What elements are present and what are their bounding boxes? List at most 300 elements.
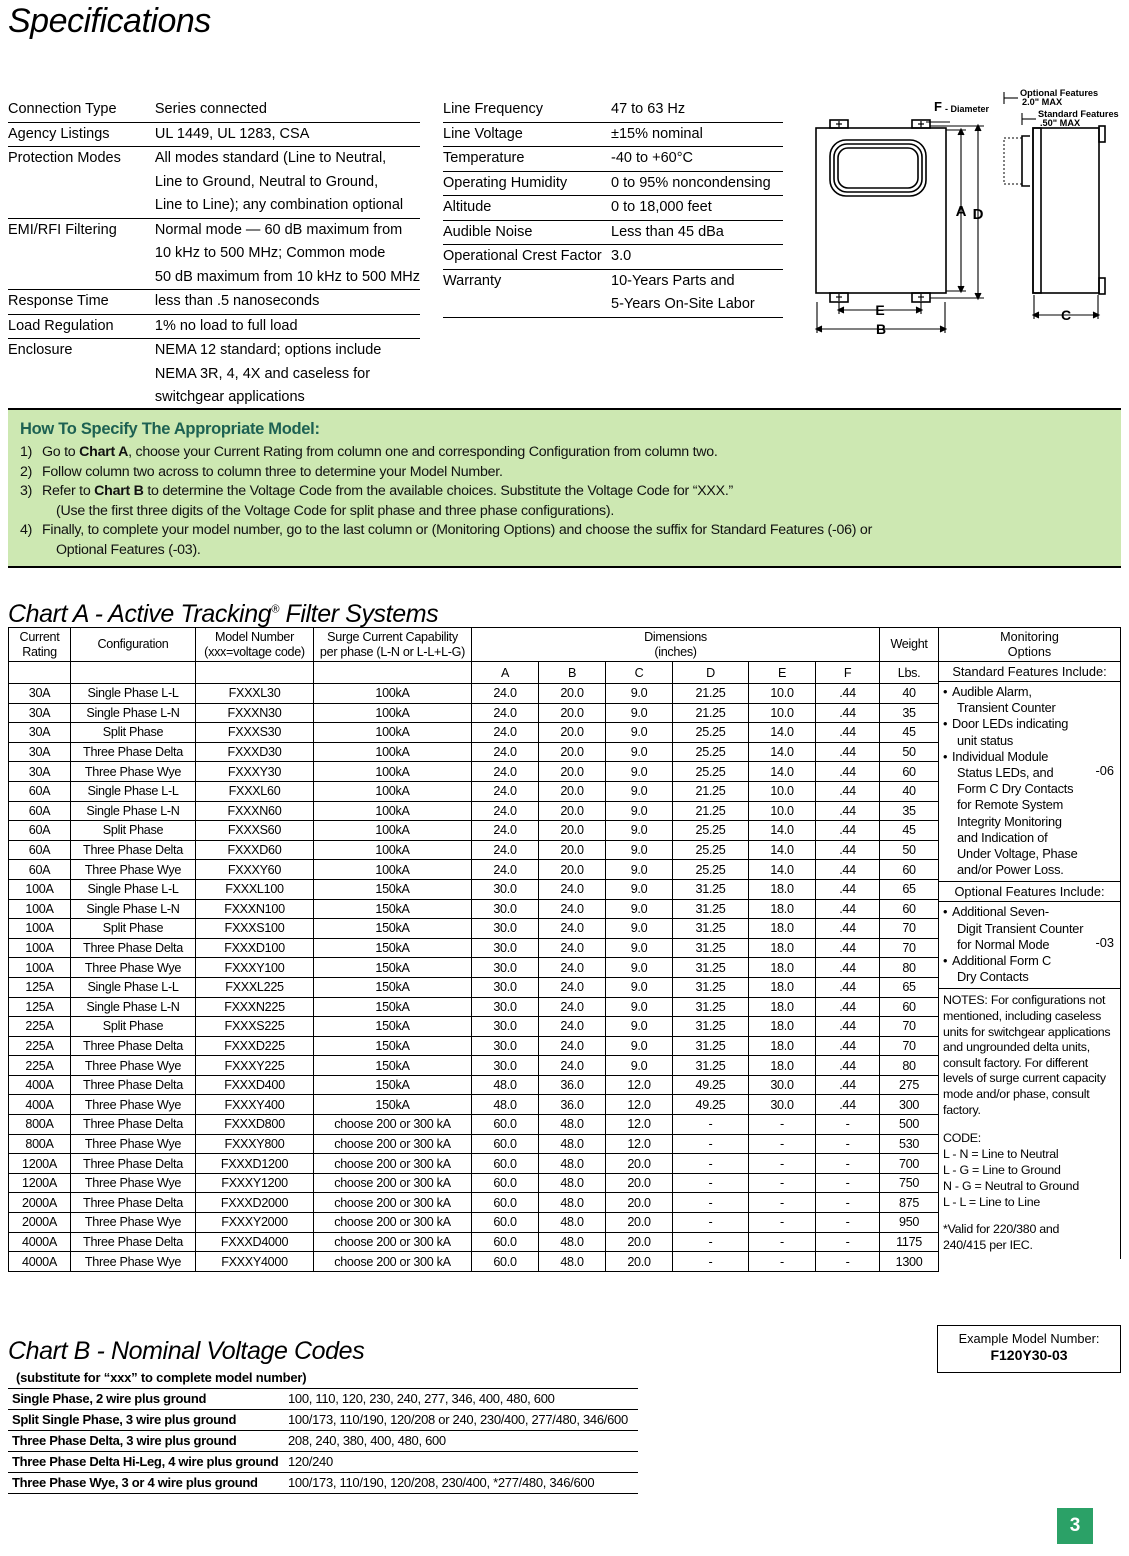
table-cell: 2000A <box>9 1193 71 1213</box>
header-line: Dimensions <box>644 629 707 644</box>
registered-icon: ® <box>271 603 279 616</box>
spec-value: switchgear applications <box>154 386 420 410</box>
table-cell: FXXXY2000 <box>196 1213 314 1233</box>
how-to-heading: How To Specify The Appropriate Model: <box>20 420 320 438</box>
table-cell: choose 200 or 300 kA <box>314 1252 472 1272</box>
voltage-code-values: 100, 110, 120, 230, 240, 277, 346, 400, 480, 600 <box>288 1389 638 1410</box>
table-cell: 12.0 <box>606 1134 673 1154</box>
bullet-icon: • <box>943 748 948 764</box>
table-cell: 30.0 <box>749 1075 816 1095</box>
monitoring-options-panel <box>938 627 1121 1259</box>
spec-row <box>443 269 783 293</box>
table-cell: choose 200 or 300 kA <box>314 1213 472 1233</box>
table-cell: 30.0 <box>472 1017 539 1037</box>
table-cell: Split Phase <box>71 919 196 939</box>
spec-row <box>8 242 420 266</box>
bullet-icon: • <box>943 716 948 732</box>
table-cell: 40 <box>880 781 939 801</box>
table-cell: - <box>673 1154 749 1174</box>
how-to-step <box>20 443 1109 463</box>
table-cell: 150kA <box>314 938 472 958</box>
voltage-code-values: 100/173, 110/190, 120/208, 230/400, *277/480, 346/600 <box>288 1473 638 1494</box>
table-cell: 2000A <box>9 1213 71 1233</box>
feature-line: unit status <box>957 732 1014 748</box>
table-cell: 30.0 <box>472 938 539 958</box>
page-title: Specifications <box>8 2 211 40</box>
table-row <box>9 1173 939 1193</box>
table-cell: FXXXY800 <box>196 1134 314 1154</box>
table-cell: 12.0 <box>606 1095 673 1115</box>
table-cell: choose 200 or 300 kA <box>314 1154 472 1174</box>
table-cell: .44 <box>816 781 880 801</box>
table-cell: 24.0 <box>539 977 606 997</box>
spec-value: Less than 45 dBa <box>610 220 783 245</box>
table-cell: Three Phase Delta <box>71 1154 196 1174</box>
table-cell: 35 <box>880 703 939 723</box>
table-cell: .44 <box>816 801 880 821</box>
step-number: 2) <box>20 463 33 480</box>
table-cell: .44 <box>816 938 880 958</box>
table-cell: - <box>749 1173 816 1193</box>
spec-row <box>8 194 420 218</box>
spec-row <box>8 171 420 195</box>
table-row <box>9 1134 939 1154</box>
table-cell: 18.0 <box>749 977 816 997</box>
table-row <box>9 977 939 997</box>
table-cell: FXXXY400 <box>196 1095 314 1115</box>
spec-value: 5-Years On-Site Labor <box>610 293 783 317</box>
dimension-column-header <box>314 662 472 684</box>
table-cell: 20.0 <box>606 1252 673 1272</box>
table-row <box>9 781 939 801</box>
spec-value: 0 to 95% noncondensing <box>610 171 783 196</box>
table-row <box>9 879 939 899</box>
table-cell: .44 <box>816 1017 880 1037</box>
standard-features-label: Standard Features Include: <box>939 662 1120 682</box>
table-cell: 150kA <box>314 879 472 899</box>
table-cell: Three Phase Delta <box>71 938 196 958</box>
header-line: Current <box>19 629 60 644</box>
table-cell: Three Phase Wye <box>71 958 196 978</box>
table-cell: Three Phase Wye <box>71 1252 196 1272</box>
table-cell: Three Phase Wye <box>71 762 196 782</box>
table-cell: 30A <box>9 684 71 704</box>
table-cell: 12.0 <box>606 1115 673 1135</box>
spec-label <box>8 363 154 387</box>
table-row <box>9 919 939 939</box>
table-cell: 100kA <box>314 840 472 860</box>
table-row <box>9 1095 939 1115</box>
table-cell: 30.0 <box>472 1036 539 1056</box>
table-cell: 20.0 <box>606 1193 673 1213</box>
table-cell: 25.25 <box>673 821 749 841</box>
table-cell: Split Phase <box>71 723 196 743</box>
voltage-config-label: Single Phase, 2 wire plus ground <box>8 1389 288 1410</box>
spec-label: Temperature <box>443 147 610 172</box>
table-cell: 24.0 <box>472 762 539 782</box>
spec-row <box>8 147 420 171</box>
chart-b-subtitle: (substitute for “xxx” to complete model number) <box>16 1370 307 1385</box>
table-cell: 70 <box>880 938 939 958</box>
step-number: 1) <box>20 444 33 460</box>
table-row <box>9 1193 939 1213</box>
table-cell: 300 <box>880 1095 939 1115</box>
table-cell: 60A <box>9 840 71 860</box>
table-cell: 150kA <box>314 977 472 997</box>
table-row <box>9 821 939 841</box>
table-cell: 60.0 <box>472 1193 539 1213</box>
spec-label: Response Time <box>8 290 154 315</box>
table-cell: 9.0 <box>606 762 673 782</box>
table-cell: - <box>816 1213 880 1233</box>
chart-b-title: Chart B - Nominal Voltage Codes <box>8 1337 365 1365</box>
table-cell: 80 <box>880 1056 939 1076</box>
table-cell: 24.0 <box>539 958 606 978</box>
table-cell: 60 <box>880 899 939 919</box>
code-legend-title: CODE: <box>943 1131 981 1146</box>
table-cell: Single Phase L-N <box>71 703 196 723</box>
table-cell: - <box>816 1252 880 1272</box>
table-cell: 100kA <box>314 781 472 801</box>
table-cell: 14.0 <box>749 723 816 743</box>
table-cell: - <box>816 1232 880 1252</box>
table-cell: 1200A <box>9 1173 71 1193</box>
dimension-column-header <box>71 662 196 684</box>
table-cell: 50 <box>880 742 939 762</box>
table-cell: 24.0 <box>539 919 606 939</box>
table-cell: .44 <box>816 1036 880 1056</box>
column-header <box>472 628 880 662</box>
table-cell: - <box>816 1173 880 1193</box>
spec-value: NEMA 3R, 4, 4X and caseless for <box>154 365 371 382</box>
table-cell: 24.0 <box>539 1017 606 1037</box>
table-cell: - <box>749 1115 816 1135</box>
table-cell: Three Phase Wye <box>71 1095 196 1115</box>
column-header <box>9 628 71 662</box>
step-text: to determine the Voltage Code from the available choices. Substitute the Voltage Code for “XXX.” <box>143 483 733 499</box>
table-cell: FXXXD1200 <box>196 1154 314 1174</box>
table-row <box>9 1056 939 1076</box>
header-line: Model Number <box>215 629 294 644</box>
spec-label: EMI/RFI Filtering <box>8 221 117 238</box>
spec-value: 10 kHz to 500 MHz; Common mode <box>154 245 386 261</box>
dim-label-E: E <box>875 302 885 318</box>
table-cell: Single Phase L-L <box>71 879 196 899</box>
dim-label-F-suffix: - Diameter <box>945 104 990 114</box>
table-cell: Single Phase L-N <box>71 997 196 1017</box>
table-cell: 4000A <box>9 1232 71 1252</box>
table-cell: 275 <box>880 1075 939 1095</box>
table-cell: 9.0 <box>606 958 673 978</box>
table-cell: FXXXS225 <box>196 1017 314 1037</box>
voltage-code-values: 208, 240, 380, 400, 480, 600 <box>288 1431 638 1452</box>
table-cell: 60 <box>880 860 939 880</box>
table-cell: 25.25 <box>673 860 749 880</box>
table-cell: 20.0 <box>539 762 606 782</box>
table-cell: FXXXL30 <box>196 684 314 704</box>
table-cell: Three Phase Wye <box>71 1056 196 1076</box>
spec-value: 50 dB maximum from 10 kHz to 500 MHz <box>154 266 420 290</box>
table-cell: 14.0 <box>749 840 816 860</box>
optional-features-code: -03 <box>1095 935 1114 951</box>
table-cell: - <box>673 1252 749 1272</box>
table-cell: 18.0 <box>749 1036 816 1056</box>
voltage-config-label: Split Single Phase, 3 wire plus ground <box>8 1410 288 1431</box>
step-text: Go to <box>42 444 80 460</box>
table-cell: 20.0 <box>539 860 606 880</box>
table-cell: 18.0 <box>749 899 816 919</box>
header-line: Surge Current Capability <box>327 629 458 644</box>
table-cell: 9.0 <box>606 919 673 939</box>
table-cell: 21.25 <box>673 684 749 704</box>
bullet-icon: • <box>943 904 948 920</box>
spec-label: Enclosure <box>8 342 73 358</box>
table-cell: 35 <box>880 801 939 821</box>
notes-paragraph: NOTES: For configurations not mentioned, including caseless units for switchgear applications and ungrounded delta units, consult factory. For different levels of surge current capacity mode and/or phase, consult factory. <box>943 993 1111 1117</box>
voltage-config-label: Three Phase Delta Hi-Leg, 4 wire plus ground <box>8 1452 288 1473</box>
table-cell: 24.0 <box>472 684 539 704</box>
standard-features-list <box>939 682 1120 882</box>
table-cell: FXXXD400 <box>196 1075 314 1095</box>
table-cell: 31.25 <box>673 977 749 997</box>
table-cell: 24.0 <box>472 821 539 841</box>
code-legend-line: N - G = Neutral to Ground <box>943 1179 1079 1194</box>
table-cell: 18.0 <box>749 1056 816 1076</box>
spec-row <box>443 147 783 172</box>
table-cell: FXXXD60 <box>196 840 314 860</box>
header-line: per phase (L-N or L-L+L-G) <box>319 644 466 659</box>
table-cell: 500 <box>880 1115 939 1135</box>
table-row <box>9 840 939 860</box>
table-cell: Three Phase Wye <box>71 1134 196 1154</box>
feature-line: and/or Power Loss. <box>957 862 1064 878</box>
table-cell: 21.25 <box>673 703 749 723</box>
table-cell: FXXXL60 <box>196 781 314 801</box>
spec-value: 10-Years Parts and <box>611 272 735 289</box>
chart-a-title <box>8 600 438 629</box>
spec-label: Line Frequency <box>443 98 610 122</box>
table-cell: 50 <box>880 840 939 860</box>
specifications-table-right <box>443 98 783 318</box>
table-cell: 24.0 <box>472 703 539 723</box>
table-cell: 100kA <box>314 723 472 743</box>
spec-label: Load Regulation <box>8 314 154 339</box>
table-cell: 25.25 <box>673 762 749 782</box>
table-cell: 20.0 <box>606 1232 673 1252</box>
table-cell: 9.0 <box>606 1017 673 1037</box>
table-cell: 60A <box>9 860 71 880</box>
step-emphasis: Chart A <box>79 444 129 460</box>
table-cell: 14.0 <box>749 762 816 782</box>
table-row <box>8 1389 638 1410</box>
spec-label: Operating Humidity <box>443 171 610 196</box>
table-cell: 80 <box>880 958 939 978</box>
table-cell: - <box>816 1154 880 1174</box>
table-cell: 9.0 <box>606 977 673 997</box>
spec-label: Operational Crest Factor <box>443 245 610 270</box>
table-cell: 45 <box>880 821 939 841</box>
spec-row <box>8 314 420 339</box>
table-cell: .44 <box>816 997 880 1017</box>
table-cell: 100A <box>9 879 71 899</box>
table-cell: FXXXD225 <box>196 1036 314 1056</box>
feature-line: for Normal Mode <box>957 936 1050 952</box>
table-cell: - <box>749 1252 816 1272</box>
table-cell: 18.0 <box>749 1017 816 1037</box>
code-legend-line: L - G = Line to Ground <box>943 1163 1061 1178</box>
table-cell: FXXXD100 <box>196 938 314 958</box>
table-cell: 36.0 <box>539 1075 606 1095</box>
voltage-code-values: 120/240 <box>288 1452 638 1473</box>
table-row <box>8 1410 638 1431</box>
spec-label <box>8 242 154 266</box>
dimension-column-header: E <box>749 662 816 684</box>
table-row <box>9 703 939 723</box>
table-cell: 24.0 <box>472 742 539 762</box>
table-cell: 225A <box>9 1017 71 1037</box>
dim-label-C: C <box>1060 307 1072 323</box>
table-cell: 18.0 <box>749 879 816 899</box>
chart-b-table-wrapper <box>8 1388 638 1494</box>
chart-a-header-row <box>9 628 939 662</box>
dim-label-A: A <box>955 203 967 220</box>
table-cell: 20.0 <box>539 840 606 860</box>
table-cell: .44 <box>816 723 880 743</box>
table-cell: .44 <box>816 977 880 997</box>
feature-line: Status LEDs, and <box>957 765 1054 781</box>
table-cell: FXXXN30 <box>196 703 314 723</box>
spec-row <box>443 171 783 196</box>
table-cell: - <box>816 1134 880 1154</box>
table-cell: .44 <box>816 1075 880 1095</box>
spec-row <box>8 218 420 242</box>
monitoring-notes <box>939 989 1120 1259</box>
table-cell: 24.0 <box>472 801 539 821</box>
feature-line: Digit Transient Counter <box>957 920 1084 936</box>
table-cell: Three Phase Delta <box>71 1115 196 1135</box>
table-cell: 30A <box>9 762 71 782</box>
table-cell: Three Phase Wye <box>71 860 196 880</box>
table-row <box>9 1154 939 1174</box>
spec-value: 3.0 <box>610 245 783 270</box>
table-cell: Three Phase Delta <box>71 742 196 762</box>
table-cell: 24.0 <box>539 938 606 958</box>
specifications-table-left <box>8 98 420 411</box>
bullet-icon: • <box>943 953 948 969</box>
table-cell: 10.0 <box>749 684 816 704</box>
table-cell: 1200A <box>9 1154 71 1174</box>
code-legend <box>943 1130 1116 1210</box>
table-cell: Single Phase L-L <box>71 781 196 801</box>
feature-line: Dry Contacts <box>957 969 1029 985</box>
spec-table <box>8 98 420 411</box>
dimension-column-header: A <box>472 662 539 684</box>
table-row <box>9 958 939 978</box>
table-cell: 60.0 <box>472 1252 539 1272</box>
spec-value: UL 1449, UL 1283, CSA <box>154 122 420 147</box>
table-cell: Three Phase Delta <box>71 1036 196 1056</box>
spec-value: Line to Line); any combination optional <box>154 194 420 218</box>
table-cell: - <box>673 1173 749 1193</box>
table-cell: FXXXN225 <box>196 997 314 1017</box>
table-cell: Single Phase L-L <box>71 684 196 704</box>
table-cell: Single Phase L-N <box>71 801 196 821</box>
how-to-step <box>20 482 1109 521</box>
spec-label: Warranty <box>443 272 502 289</box>
table-cell: 30.0 <box>749 1095 816 1115</box>
table-cell: FXXXY100 <box>196 958 314 978</box>
table-cell: - <box>673 1115 749 1135</box>
table-row <box>9 742 939 762</box>
how-to-step <box>20 463 1109 483</box>
spec-row <box>8 98 420 122</box>
spec-row <box>443 122 783 147</box>
table-cell: 31.25 <box>673 997 749 1017</box>
table-cell: 10.0 <box>749 781 816 801</box>
spec-label <box>8 386 154 410</box>
step-emphasis: Chart B <box>94 483 144 499</box>
table-cell: Single Phase L-L <box>71 977 196 997</box>
table-cell: 9.0 <box>606 1056 673 1076</box>
table-cell: 60.0 <box>472 1213 539 1233</box>
table-cell: .44 <box>816 1095 880 1115</box>
bullet-icon: • <box>943 684 948 699</box>
table-cell: - <box>749 1193 816 1213</box>
table-cell: - <box>816 1193 880 1213</box>
column-header <box>314 628 472 662</box>
table-cell: Three Phase Wye <box>71 1213 196 1233</box>
voltage-code-values: 100/173, 110/190, 120/208 or 240, 230/400, 277/480, 346/600 <box>288 1410 638 1431</box>
spec-value: Line to Ground, Neutral to Ground, <box>154 173 379 190</box>
step-subtext: Optional Features (-03). <box>56 541 201 558</box>
table-cell: 530 <box>880 1134 939 1154</box>
table-cell: 150kA <box>314 899 472 919</box>
spec-value: ±15% nominal <box>610 122 783 147</box>
table-cell: 25.25 <box>673 840 749 860</box>
callout-standard-line1: Standard Features <box>1038 109 1119 119</box>
table-cell: 24.0 <box>539 899 606 919</box>
table-cell: 30A <box>9 703 71 723</box>
table-cell: .44 <box>816 1056 880 1076</box>
spec-row <box>443 220 783 245</box>
spec-label <box>8 194 154 218</box>
table-cell: FXXXD2000 <box>196 1193 314 1213</box>
table-cell: 70 <box>880 1036 939 1056</box>
table-cell: 10.0 <box>749 703 816 723</box>
table-cell: FXXXS60 <box>196 821 314 841</box>
table-cell: 30.0 <box>472 879 539 899</box>
table-cell: 48.0 <box>539 1193 606 1213</box>
table-cell: 60 <box>880 997 939 1017</box>
table-row <box>9 1213 939 1233</box>
table-cell: 225A <box>9 1056 71 1076</box>
header-line: Configuration <box>97 637 169 651</box>
table-cell: 48.0 <box>539 1213 606 1233</box>
header-line: Weight <box>890 637 928 651</box>
monitoring-header-line1: Monitoring <box>1000 630 1059 644</box>
table-cell: 60.0 <box>472 1154 539 1174</box>
table-cell: 9.0 <box>606 684 673 704</box>
table-cell: choose 200 or 300 kA <box>314 1134 472 1154</box>
spec-row <box>443 293 783 317</box>
table-row <box>9 1115 939 1135</box>
table-cell: 14.0 <box>749 742 816 762</box>
table-cell: 1300 <box>880 1252 939 1272</box>
table-row <box>8 1452 638 1473</box>
callout-standard-line2: .50" MAX <box>1040 118 1081 128</box>
table-cell: 24.0 <box>539 1036 606 1056</box>
table-row <box>9 899 939 919</box>
